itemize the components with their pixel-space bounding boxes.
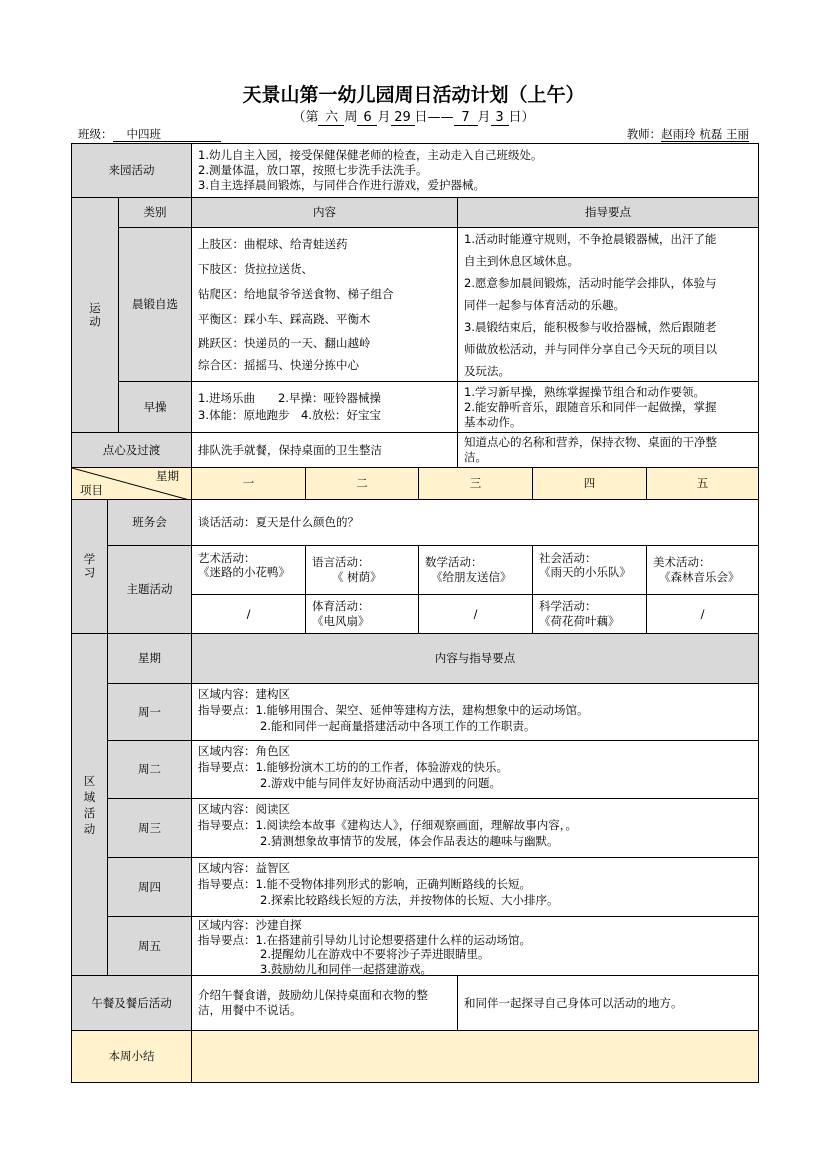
point-line: 1.活动时能遵守规则，不争抢晨锻器械，出汗了能 <box>464 231 717 246</box>
activity-type: 语言活动： <box>312 555 370 569</box>
point-line: 1.学习新早操，熟练掌握操节组合和动作要领。 <box>464 385 705 399</box>
end-month: 7 <box>454 111 478 126</box>
sports-label-text: 运动 <box>88 301 102 329</box>
drill-line: 3.体能：原地跑步 4.放松：好宝宝 <box>198 408 381 422</box>
class-value: 中四班 <box>113 127 221 142</box>
learning-label <box>71 499 108 634</box>
teacher-info <box>627 126 749 142</box>
week-label: 周 <box>344 110 358 125</box>
activity-type: 社会活动： <box>539 551 597 565</box>
area-day-label: 周四 <box>107 857 192 917</box>
activity-name: 《雨天的小乐队》 <box>539 565 631 579</box>
sports-col-content: 内容 <box>191 197 458 228</box>
area-day-content <box>191 740 759 799</box>
point-line: 师做放松活动，并与同伴分享自己今天玩的项目以 <box>464 341 717 356</box>
activity-name: 《荷花荷叶藕》 <box>539 614 620 628</box>
weekday-corner-bottom: 项目 <box>80 483 103 497</box>
area-point: 2.提醒幼儿在游戏中不要将沙子弄进眼睛里。 <box>260 947 490 961</box>
point-line: 自主到休息区域休息。 <box>464 253 579 268</box>
range-separator: —— <box>427 110 454 125</box>
activity-type: 美术活动： <box>653 555 711 569</box>
areas-label-char: 区 <box>83 773 96 788</box>
drill-content <box>191 381 458 433</box>
theme-activity <box>532 594 647 634</box>
content-prefix: 区域内容： <box>198 861 256 875</box>
theme-label: 主题活动 <box>107 545 192 634</box>
content-prefix: 区域内容： <box>198 918 256 932</box>
weekday-4: 四 <box>532 467 647 500</box>
activity-type: 科学活动： <box>539 599 597 613</box>
month-label-2: 月 <box>477 110 491 125</box>
theme-activity <box>532 545 647 595</box>
area-day-content <box>191 798 759 858</box>
arrival-line: 1.幼儿自主入园，接受保健保健老师的检查，主动走入自己班级处。 <box>198 148 543 162</box>
arrival-line: 2.测量体温，放口罩，按照七步洗手法洗手。 <box>198 163 428 177</box>
activity-name: / <box>246 606 251 621</box>
point-line: 洁。 <box>464 450 487 464</box>
areas-label-char: 动 <box>83 821 96 836</box>
snack-content: 排队洗手就餐，保持桌面的卫生整洁 <box>191 432 458 468</box>
area-name: 沙建自探 <box>255 918 302 932</box>
week-range <box>0 106 827 126</box>
areas-label <box>71 633 108 976</box>
content-prefix: 区域内容： <box>198 744 256 758</box>
area-point: 1.能够扮演木工坊的的工作者，体验游戏的快乐。 <box>255 760 508 774</box>
class-meeting-content: 谈话活动：夏天是什么颜色的？ <box>191 499 759 546</box>
arrival-content <box>191 143 759 198</box>
start-day: 29 <box>391 111 415 126</box>
areas-col-day: 星期 <box>107 633 192 684</box>
content-prefix: 区域内容： <box>198 687 256 701</box>
zone-item: 下肢区：货拉拉送货、 <box>198 262 313 276</box>
teacher-label: 教师： <box>626 127 662 141</box>
points-prefix: 指导要点： <box>198 877 256 891</box>
lunch-content <box>191 975 458 1031</box>
area-point: 3.鼓励幼儿和同伴一起搭建游戏。 <box>260 961 432 976</box>
activity-name: 《给朋友送信》 <box>431 570 512 584</box>
area-day-content <box>191 916 759 976</box>
summary-content[interactable] <box>191 1030 759 1083</box>
snack-label: 点心及过渡 <box>71 432 192 468</box>
page-title: 天景山第一幼儿园周日活动计划（上午） <box>242 84 585 106</box>
activity-type: 数学活动： <box>425 555 483 569</box>
lunch-line: 洁，用餐中不说话。 <box>198 1003 302 1017</box>
theme-activity <box>646 545 759 595</box>
arrival-label: 来园活动 <box>71 143 192 198</box>
month-label-1: 月 <box>377 110 391 125</box>
teacher-value: 赵雨玲 杭磊 王丽 <box>661 127 749 141</box>
drill-label: 早操 <box>118 381 192 433</box>
areas-label-char: 域 <box>83 789 96 804</box>
drill-points <box>457 381 759 433</box>
morning-exercise-content <box>191 227 458 382</box>
area-day-label: 周二 <box>107 740 192 799</box>
point-line: 2.愿意参加晨间锻炼，活动时能学会排队，体验与 <box>464 275 717 290</box>
class-label: 班级： <box>78 127 113 141</box>
areas-col-content: 内容与指导要点 <box>191 633 759 684</box>
weekday-3: 三 <box>418 467 533 500</box>
zone-item: 上肢区：曲棍球、给青蛙送药 <box>198 237 348 251</box>
points-prefix: 指导要点： <box>198 703 256 717</box>
activity-name: 《电风扇》 <box>312 614 370 628</box>
area-point: 2.猜测想象故事情节的发展，体会作品表达的趣味与幽默。 <box>260 834 559 848</box>
point-line: 及玩法。 <box>464 363 510 378</box>
area-point: 1.在搭建前引导幼儿讨论想要搭建什么样的运动场馆。 <box>255 932 531 947</box>
point-line: 2.能安静听音乐，跟随音乐和同伴一起做操，掌握 <box>464 400 717 414</box>
activity-name: 《 树荫》 <box>332 570 382 584</box>
sports-col-points: 指导要点 <box>457 197 759 228</box>
content-prefix: 区域内容： <box>198 802 256 816</box>
activity-type: 体育活动： <box>312 599 370 613</box>
area-day-label: 周一 <box>107 683 192 741</box>
week-number: 六 <box>318 111 344 126</box>
theme-activity <box>305 545 419 595</box>
weekday-1: 一 <box>191 467 306 500</box>
sports-label <box>71 197 119 433</box>
theme-activity <box>191 545 306 595</box>
points-prefix: 指导要点： <box>198 818 256 832</box>
theme-activity-empty <box>191 594 306 634</box>
arrival-line: 3.自主选择晨间锻炼，与同伴合作进行游戏，爱护器械。 <box>198 178 485 192</box>
activity-name: / <box>473 606 478 621</box>
summary-label: 本周小结 <box>71 1030 192 1083</box>
zone-item: 综合区：摇摇马、快递分拣中心 <box>198 358 359 372</box>
sports-col-category: 类别 <box>118 197 192 228</box>
weekday-corner-top: 星期 <box>156 469 179 483</box>
activity-name: 《森林音乐会》 <box>659 570 740 584</box>
area-day-content <box>191 683 759 741</box>
area-point: 2.游戏中能与同伴友好协商活动中遇到的问题。 <box>260 776 501 790</box>
activity-type: 艺术活动： <box>198 551 256 565</box>
area-name: 角色区 <box>255 744 290 758</box>
morning-exercise-label: 晨锻自选 <box>118 227 192 382</box>
end-day: 3 <box>491 111 509 126</box>
area-point: 2.能和同伴一起商量搭建活动中各项工作的工作职责。 <box>260 719 536 733</box>
point-line: 知道点心的名称和营养，保持衣物、桌面的干净整 <box>464 435 717 449</box>
area-point: 1.能不受物体排列形式的影响，正确判断路线的长短。 <box>255 877 531 891</box>
weekday-5: 五 <box>646 467 759 500</box>
class-info <box>78 126 221 142</box>
points-prefix: 指导要点： <box>198 932 256 947</box>
day-label-1: 日 <box>414 110 428 125</box>
activity-name: 《迷路的小花鸭》 <box>198 565 290 579</box>
areas-label-char: 活 <box>83 805 96 820</box>
area-day-content <box>191 857 759 917</box>
area-point: 1.阅读绘本故事《建构达人》，仔细观察画面，理解故事内容，。 <box>255 818 577 832</box>
activity-name: / <box>700 606 705 621</box>
weekday-corner <box>71 467 192 500</box>
points-prefix: 指导要点： <box>198 760 256 774</box>
point-line: 同伴一起参与体育活动的乐趣。 <box>464 297 625 312</box>
theme-activity <box>418 545 533 595</box>
drill-line: 1.进场乐曲 2.早操：哑铃器械操 <box>198 391 381 405</box>
area-day-label: 周五 <box>107 916 192 976</box>
area-point: 2.探索比较路线长短的方法，并按物体的长短、大小排序。 <box>260 893 559 907</box>
lunch-line: 介绍午餐食谱，鼓励幼儿保持桌面和衣物的整 <box>198 988 428 1002</box>
class-meeting-label: 班务会 <box>107 499 192 546</box>
theme-activity-empty <box>418 594 533 634</box>
area-day-label: 周三 <box>107 798 192 858</box>
lunch-after: 和同伴一起探寻自己身体可以活动的地方。 <box>457 975 759 1031</box>
area-point: 1.能够用围合、架空、延伸等建构方法，建构想象中的运动场馆。 <box>255 703 589 717</box>
area-name: 建构区 <box>255 687 290 701</box>
area-name: 阅读区 <box>255 802 290 816</box>
weekday-2: 二 <box>305 467 419 500</box>
zone-item: 跳跃区：快递员的一天、翻山越岭 <box>198 336 371 350</box>
point-line: 3.晨锻结束后，能积极参与收拾器械，然后跟随老 <box>464 319 717 334</box>
date-suffix: 日） <box>508 110 535 125</box>
start-month: 6 <box>357 111 377 126</box>
zone-item: 平衡区：踩小车、踩高跷、平衡木 <box>198 312 371 326</box>
snack-points <box>457 432 759 468</box>
area-name: 益智区 <box>255 861 290 875</box>
theme-activity <box>305 594 419 634</box>
morning-exercise-points <box>457 227 759 382</box>
zone-item: 钻爬区：给地鼠爷爷送食物、梯子组合 <box>198 287 394 301</box>
learning-label-text: 学习 <box>82 553 97 580</box>
point-line: 基本动作。 <box>464 415 522 429</box>
theme-activity-empty <box>646 594 759 634</box>
week-prefix: （第 <box>292 110 319 125</box>
lunch-label: 午餐及餐后活动 <box>71 975 192 1031</box>
